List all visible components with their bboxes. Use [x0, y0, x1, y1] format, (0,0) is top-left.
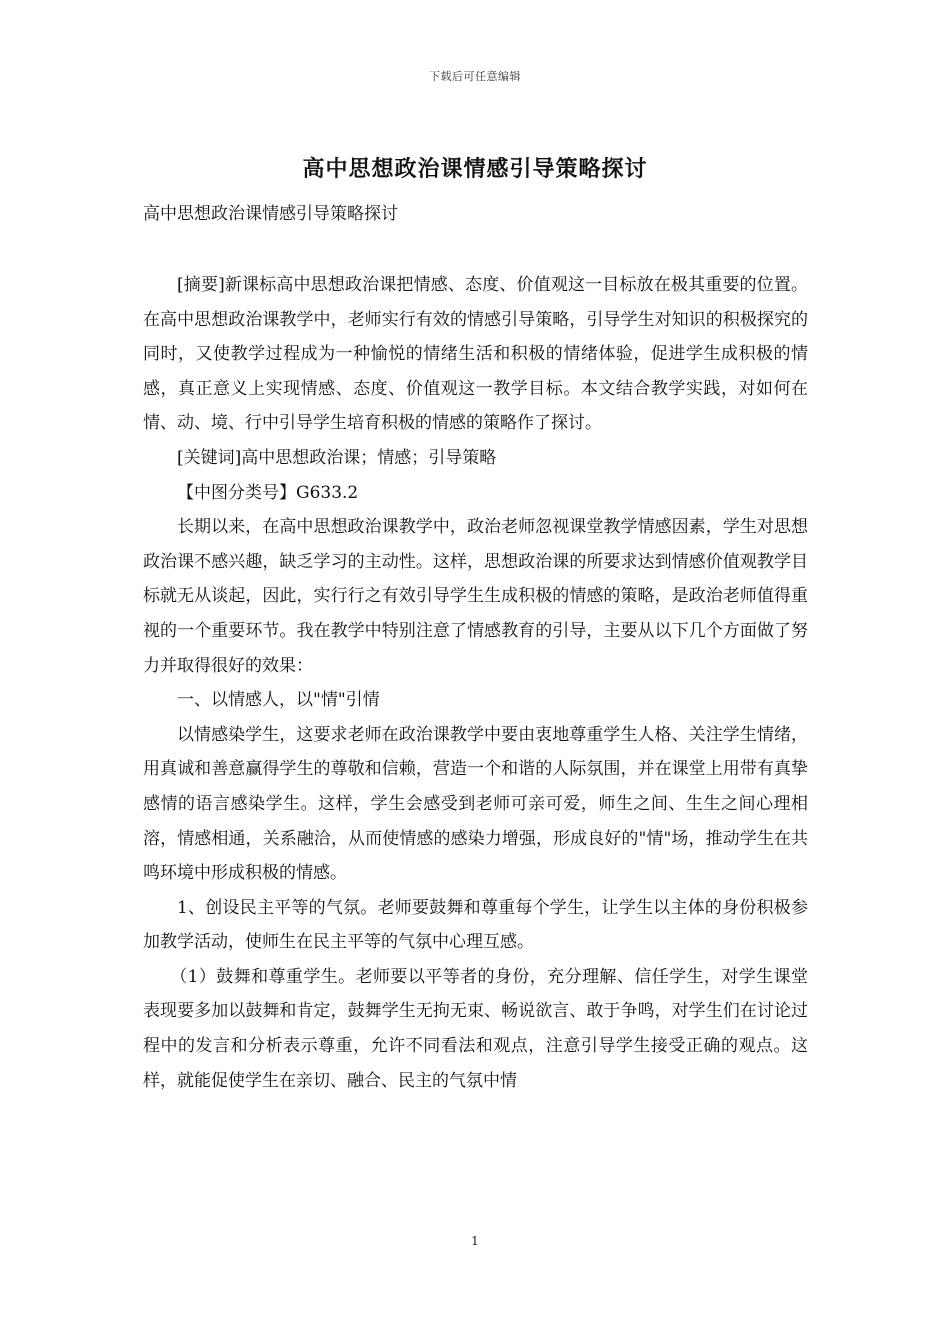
page-number: 1 [471, 1234, 479, 1248]
body-text [143, 268, 808, 1098]
body-paragraph: 长期以来，在高中思想政治课教学中，政治老师忽视课堂教学情感因素，学生对思想政治课不感兴趣，缺乏学习的主动性。这样，思想政治课的所要求达到情感价值观教学目标就无从谈起，因此，实行行之有效引导学生生成积极的情感的策略，是政治老师值得重视的一个重要环节。我在教学中特别注意了情感教育的引导，主要从以下几个方面做了努力并取得很好的效果： [143, 517, 808, 676]
header-note: 下载后可任意编辑 [429, 70, 521, 83]
subtitle: 高中思想政治课情感引导策略探讨 [143, 204, 398, 224]
body-paragraph: 1、创设民主平等的气氛。老师要鼓舞和尊重每个学生，让学生以主体的身份积极参加教学活动，使师生在民主平等的气氛中心理互感。 [143, 897, 808, 953]
abstract-paragraph: [摘要]新课标高中思想政治课把情感、态度、价值观这一目标放在极其重要的位置。在高中思想政治课教学中，老师实行有效的情感引导策略，引导学生对知识的积极探究的同时，又使教学过程成为一种愉悦的情绪生活和积极的情绪体验，促进学生成积极的情感，真正意义上实现情感、态度、价值观这一教学目标。本文结合教学实践，对如何在情、动、境、行中引导学生培育积极的情感的策略作了探讨。 [143, 275, 808, 434]
keywords-paragraph: [关键词]高中思想政治课；情感；引导策略 [177, 447, 497, 468]
body-paragraph: 以情感染学生，这要求老师在政治课教学中要由衷地尊重学生人格、关注学生情绪，用真诚和善意赢得学生的尊敬和信赖，营造一个和谐的人际氛围，并在课堂上用带有真挚感情的语言感染学生。这样，学生会感受到老师可亲可爱，师生之间、生生之间心理相溶，情感相通，关系融洽，从而使情感的感染力增强，形成良好的"情"场，推动学生在共鸣环境中形成积极的情感。 [143, 724, 808, 884]
body-paragraph: （1）鼓舞和尊重学生。老师要以平等者的身份，充分理解、信任学生，对学生课堂表现要多加以鼓舞和肯定，鼓舞学生无拘无束、畅说欲言、敢于争鸣，对学生们在讨论过程中的发言和分析表示尊重，允许不同看法和观点，注意引导学生接受正确的观点。这样，就能促使学生在亲切、融合、民主的气氛中情 [143, 966, 808, 1091]
section-heading: 一、以情感人，以"情"引情 [177, 690, 380, 711]
page-title: 高中思想政治课情感引导策略探讨 [302, 156, 648, 182]
classification-paragraph: 【中图分类号】G633.2 [177, 482, 359, 503]
